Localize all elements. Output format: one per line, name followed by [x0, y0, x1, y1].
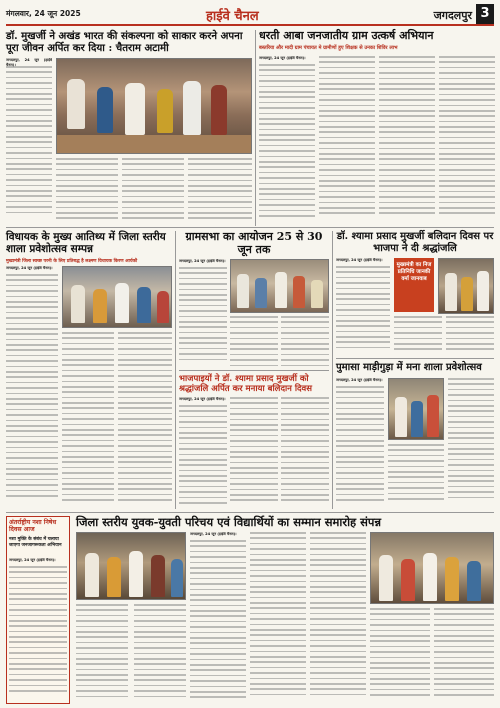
- story2-headline: धरती आबा जनजातीय ग्राम उत्कर्ष अभियान: [259, 29, 434, 42]
- story1-body: [6, 66, 52, 221]
- story8-body-4: [370, 608, 430, 704]
- story6-body-1: [179, 405, 227, 509]
- column-divider-3: [332, 231, 333, 509]
- story2-dateline: जगदलपुर, 24 जून (हाईवे चैनल)।: [259, 56, 306, 60]
- story2-body-1: [259, 64, 315, 224]
- story5-body-3: [446, 316, 494, 356]
- section-divider-2: [6, 512, 494, 513]
- story8-body-2: [250, 532, 306, 704]
- issue-date: मंगलवार, 24 जून 2025: [6, 9, 81, 18]
- story4-body-1: [179, 267, 227, 367]
- story5-photo: [438, 258, 494, 314]
- story8-body-1: [190, 540, 246, 704]
- story8-body-0a: [76, 604, 128, 704]
- story3-body-2: [62, 332, 114, 508]
- story6-body-3: [281, 397, 329, 509]
- story2-subhead: बस्तरिया और मादी ग्राम पंचायत मे ग्रामीणों हुए शिक्षक से उनका शिविर लाभ: [259, 45, 398, 51]
- section-divider: [6, 227, 494, 228]
- story-divider-2: [336, 358, 494, 359]
- story7-dateline: जगदलपुर, 24 जून (हाईवे चैनल)।: [336, 378, 383, 382]
- story1-body-4: [188, 158, 252, 222]
- story5-body-1: [336, 266, 390, 354]
- story2-body-3: [379, 56, 435, 224]
- story3-body-3: [118, 332, 172, 508]
- story8-body-3: [310, 532, 366, 704]
- story1-headline: डॉ. मुखर्जी ने अखंड भारत की संकल्पना को साकार करने अपना पूरा जीवन अर्पित कर दिया : चैतराम अटामी: [6, 30, 243, 55]
- story8-headline: जिला स्तरीय युवक-युवती परिचय एवं विद्यार्थियों का सम्मान समारोह संपन्न: [76, 515, 382, 529]
- story2-body-4: [439, 56, 495, 224]
- story7-photo: [388, 378, 444, 440]
- story4-photo: [230, 259, 329, 313]
- story1-body-2: [56, 158, 118, 222]
- page-number: 3: [476, 4, 494, 24]
- story5-headline: डॉ. श्यामा प्रसाद मुखर्जी बलिदान दिवस पर भाजपा ने दी श्रद्धांजलि: [336, 231, 494, 254]
- story1-body-3: [122, 158, 184, 222]
- story4-headline: ग्रामसभा का आयोजन 25 से 30 जून तक: [185, 230, 323, 256]
- column-divider: [255, 30, 256, 226]
- story9-body: [9, 566, 67, 700]
- story4-dateline: जगदलपुर, 24 जून (हाईवे चैनल)।: [179, 259, 226, 263]
- story4-body-3: [281, 316, 329, 368]
- story7-body-3: [448, 378, 494, 508]
- story1-photo: [56, 58, 252, 154]
- story9-dateline: जगदलपुर, 24 जून (हाईवे चैनल)।: [9, 558, 56, 562]
- masthead: [6, 4, 494, 26]
- story7-body-2: [388, 444, 444, 508]
- story7-headline: पुमासा माड़ीगुड़ा में मना शाला प्रवेशोत्सव: [336, 362, 482, 373]
- story7-body-1: [336, 386, 384, 508]
- story6-body-2: [230, 397, 278, 509]
- story8-photo-2: [370, 532, 494, 604]
- story3-subhead: मुख्यमंत्री जिला स्वच्छ परनी के लिए प्रतिबद्ध है लक्ष्मण विधायक किरण आर्यकौ: [6, 259, 138, 264]
- story8-dateline: जगदलपुर, 24 जून (हाईवे चैनल)।: [190, 532, 237, 536]
- story6-dateline: जगदलपुर, 24 जून (हाईवे चैनल)।: [179, 397, 226, 401]
- story8-photo-1: [76, 532, 186, 600]
- story4-body-2: [230, 316, 278, 368]
- story5-highlight-box: मुख्यमंत्री का निज प्रतिनिधि जानकी वर्मा जानवाब: [394, 258, 434, 312]
- story6-headline: भाजपाइयों ने डॉ. श्यामा प्रसाद मुखर्जी को श्रद्धांजलि अर्पित कर मनाया बलिदान दिवस: [179, 374, 313, 395]
- story3-body-1: [6, 274, 58, 508]
- story9-headline: अंतर्राष्ट्रीय नशा निषेध दिवस आज: [9, 519, 57, 534]
- newspaper-title: हाईवे चैनल: [206, 9, 259, 24]
- column-divider-2: [175, 231, 176, 509]
- story8-body-5: [434, 608, 494, 704]
- story3-dateline: जगदलपुर, 24 जून (हाईवे चैनल)।: [6, 266, 53, 270]
- story9-subhead: नशा मुक्ति के संबंध में चलाया जाएगा जनजागरूकता अभियान: [9, 537, 62, 548]
- story-divider: [179, 370, 329, 371]
- story5-dateline: जगदलपुर, 24 जून (हाईवे चैनल)।: [336, 258, 383, 262]
- story5-body-2: [394, 316, 442, 356]
- story3-headline: विधायक के मुख्य आतिथ्य में जिला स्तरीय शाला प्रवेशोत्सव सम्पन्न: [6, 231, 166, 256]
- story8-body-0b: [134, 604, 186, 704]
- story1-dateline: जगदलपुर, 24 जून (हाईवे: [6, 58, 52, 62]
- story3-photo: [62, 266, 172, 328]
- edition-city: जगदलपुर: [433, 9, 472, 22]
- story2-body-2: [319, 56, 375, 224]
